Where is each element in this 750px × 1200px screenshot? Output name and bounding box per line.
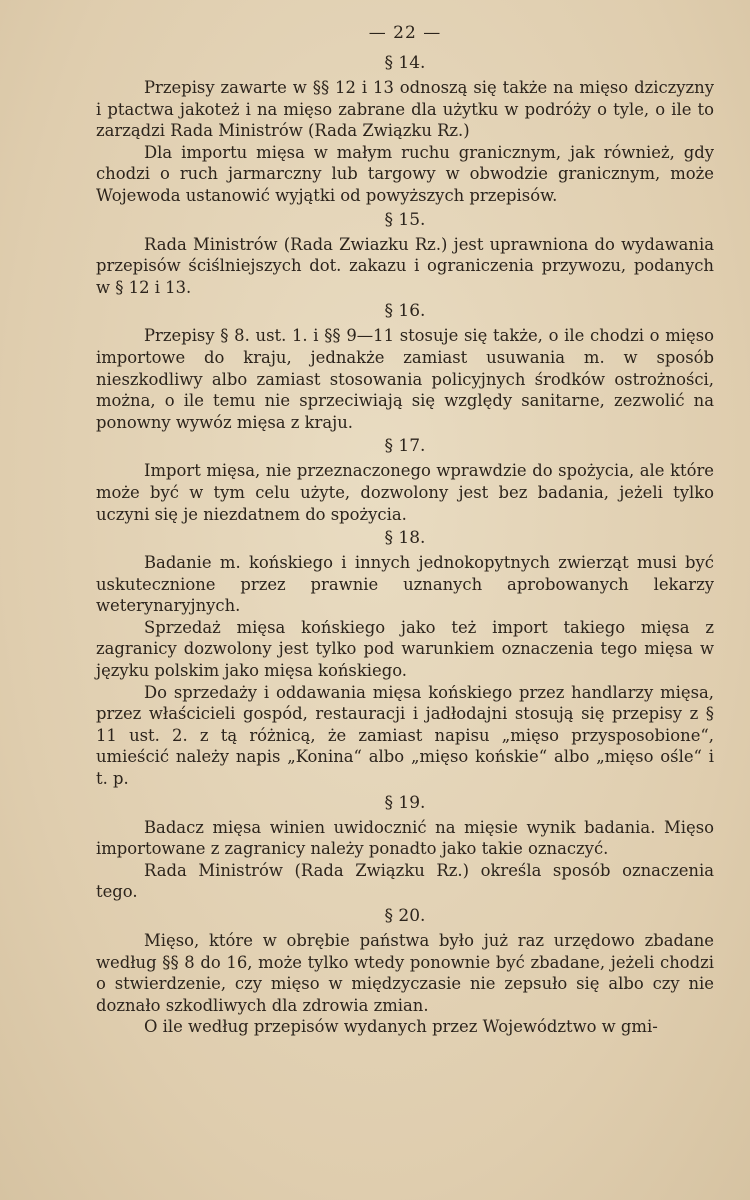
paragraph: Mięso, które w obrębie państwa było już raz urzędowo zbadane według §§ 8 do 16, może tylko wtedy ponownie być zbadane, jeżeli chodzi o stwierdzenie, czy mięso w międzyczasie nie zepsuło się albo czy nie doznało szkodliwych dla zdrowia zmian. xyxy=(96,931,714,1015)
paragraph: Rada Ministrów (Rada Zwiazku Rz.) jest uprawniona do wydawania przepisów ściślniejszych dot. zakazu i ograniczenia przywozu, podanych w § 12 i 13. xyxy=(96,234,714,297)
paragraph: Sprzedaż mięsa końskiego jako też import takiego mięsa z zagranicy dozwolony jest tylko pod warunkiem oznaczenia tego mięsa w języku polskim jako mięsa końskiego. xyxy=(96,617,714,681)
paragraph: O ile według przepisów wydanych przez Województwo w gmi- xyxy=(144,1017,658,1037)
paragraph: Import mięsa, nie przeznaczonego wprawdzie do spożycia, ale które może być w tym celu użyte, dozwolony jest bez badania, jeżeli tylko uczyni się je niezdatnem do spożycia. xyxy=(96,461,714,524)
section-heading-18: § 18. xyxy=(384,528,426,549)
paragraph: Dla importu mięsa w małym ruchu granicznym, jak również, gdy chodzi o ruch jarmarczny lub targowy w obwodzie granicznym, może Wojewoda ustanowić wyjątki od powyższych przepisów. xyxy=(96,142,714,205)
section-heading-19: § 19. xyxy=(384,792,426,813)
section-heading-16: § 16. xyxy=(384,301,426,322)
paragraph: Badacz mięsa winien uwidocznić na mięsie wynik badania. Mięso importowane z zagranicy należy ponadto jako takie oznaczyć. xyxy=(96,817,714,859)
document-page xyxy=(96,14,714,1184)
paragraph: Przepisy zawarte w §§ 12 i 13 odnoszą się także na mięso dziczyzny i ptactwa jakoteż i na mięso zabrane dla użytku w podróży o tyle, o ile to zarządzi Rada Ministrów (Rada Związku Rz.) xyxy=(96,78,714,141)
section-heading-17: § 17. xyxy=(384,436,426,457)
paragraph: Rada Ministrów (Rada Związku Rz.) określa sposób oznaczenia tego. xyxy=(96,860,714,902)
section-heading-14: § 14. xyxy=(384,53,426,73)
paragraph: Badanie m. końskiego i innych jednokopytnych zwierząt musi być uskutecznione przez prawnie uznanych aprobowanych lekarzy weterynaryjnych. xyxy=(96,553,714,616)
page-number: — 22 — xyxy=(368,23,442,43)
section-heading-15: § 15. xyxy=(384,209,426,230)
section-heading-20: § 20. xyxy=(384,906,426,926)
paragraph: Do sprzedaży i oddawania mięsa końskiego przez handlarzy mięsa, przez właścicieli gospód, restauracji i jadłodajni stosują się przepisy z § 11 ust. 2. z tą różnicą, że zamiast napisu „mięso przysposobione“, umieścić należy napis „Konina“ albo „mięso końskie“ albo „mięso ośle“ i t. p. xyxy=(96,682,714,789)
paragraph: Przepisy § 8. ust. 1. i §§ 9—11 stosuje się także, o ile chodzi o mięso importowe do kraju, jednakże zamiast usuwania m. w sposób nieszkodliwy albo zamiast stosowania policyjnych środków ostrożności, można, o ile temu nie sprzeciwiają się względy sanitarne, zezwolić na ponowny wywóz mięsa z kraju. xyxy=(96,326,714,432)
